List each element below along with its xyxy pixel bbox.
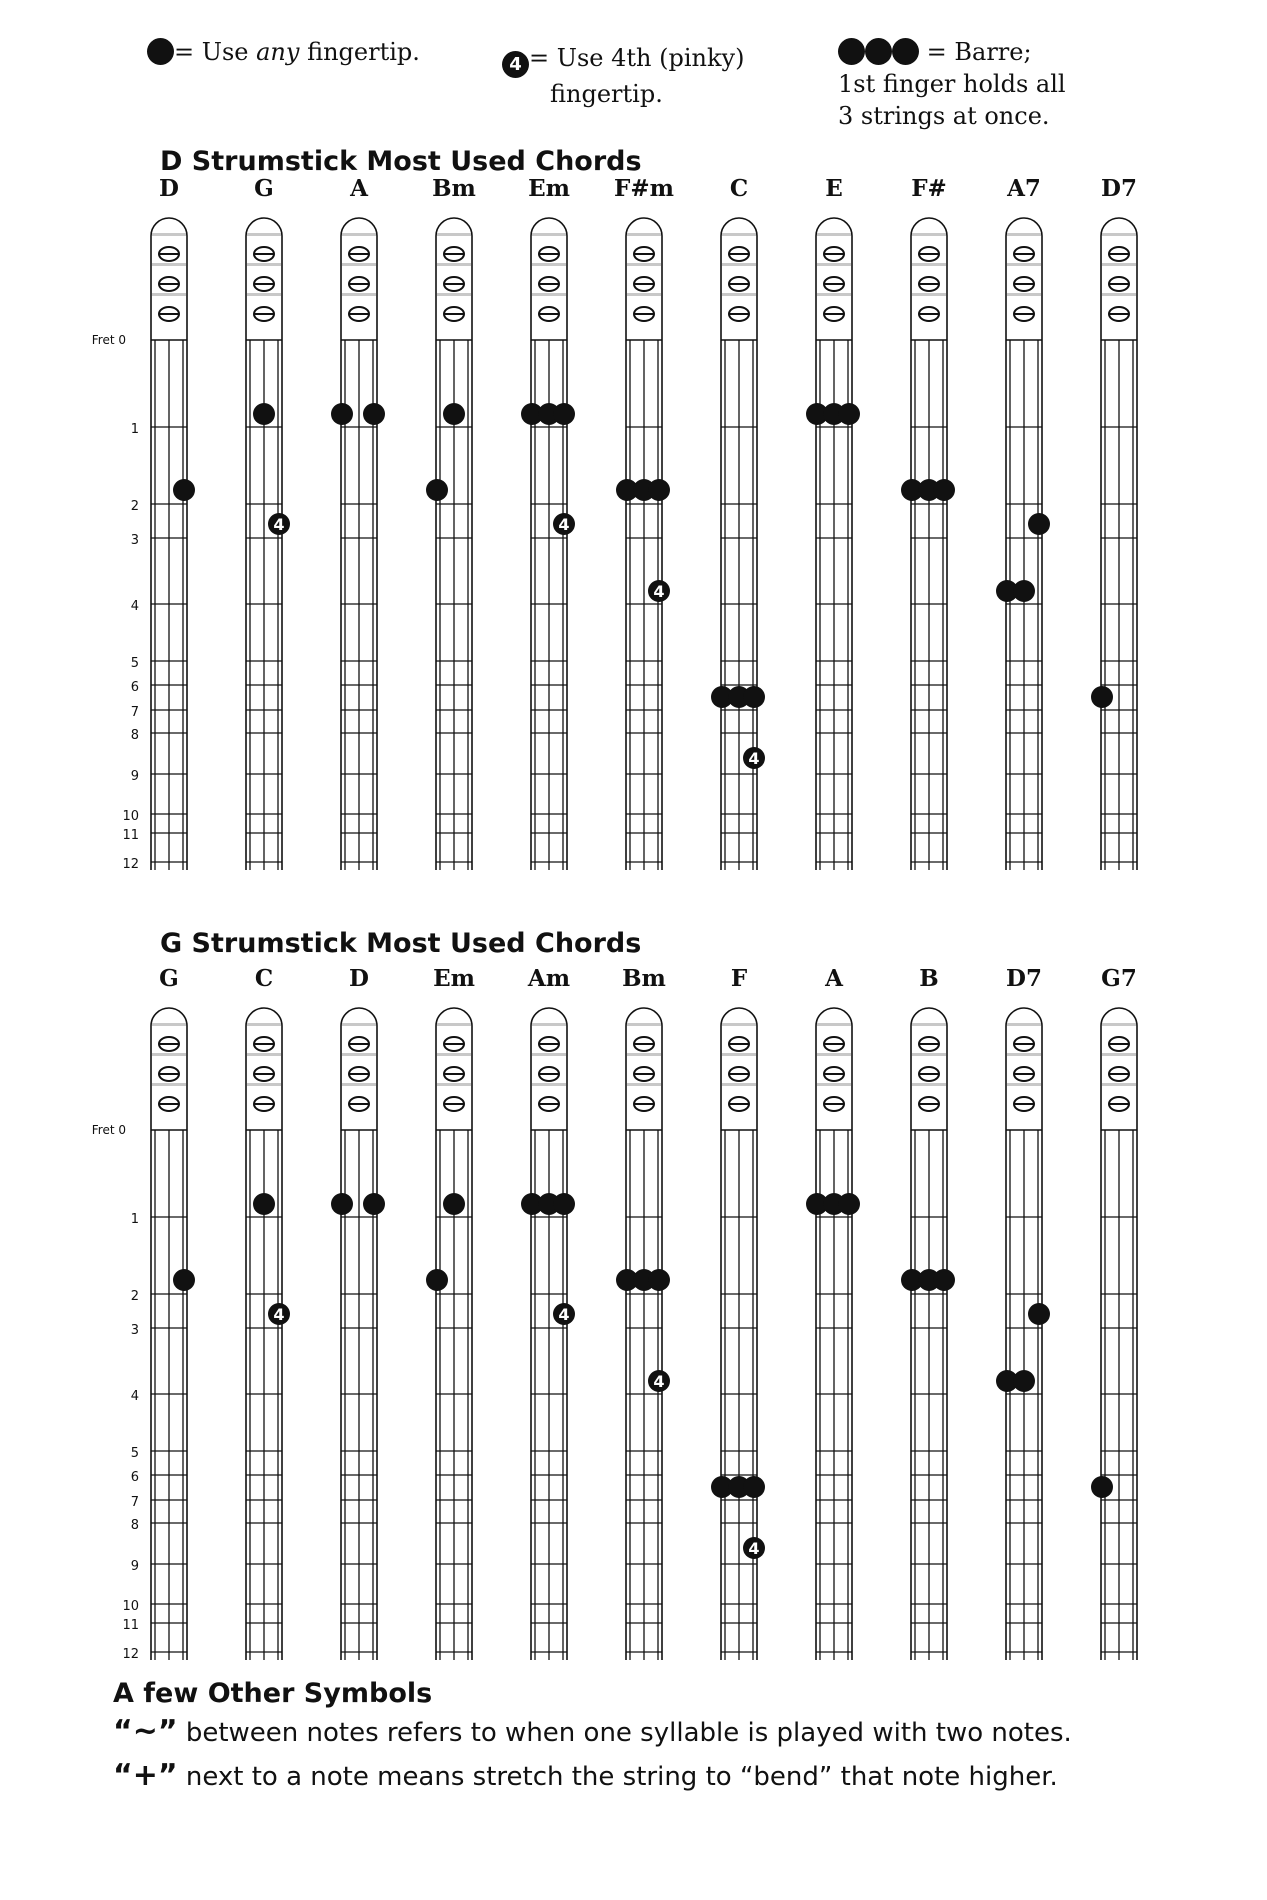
fret-label: 3: [130, 533, 139, 548]
finger-dot: [253, 403, 275, 425]
tuner-peg-icon: [919, 247, 939, 261]
plus-symbol-explanation: “+” next to a note means stretch the string to “bend” that note higher.: [113, 1758, 1058, 1793]
tuner-peg-icon: [919, 1067, 939, 1081]
finger-dot: [1028, 513, 1050, 535]
fret-label: 10: [122, 1599, 139, 1614]
headstock-band: [627, 1053, 661, 1056]
fret-label: 4: [130, 1389, 139, 1404]
finger-dot: [933, 479, 955, 501]
fret-zero-label: Fret 0: [91, 1123, 126, 1137]
chord-diagram-g7: [1091, 965, 1137, 1660]
chord-diagram-a: [806, 965, 860, 1660]
headstock-band: [722, 263, 756, 266]
headstock-band: [532, 233, 566, 236]
tuner-peg-icon: [919, 307, 939, 321]
tuner-peg-icon: [729, 1037, 749, 1051]
headstock-band: [1102, 263, 1136, 266]
headstock-band: [912, 263, 946, 266]
finger-dot: [443, 1193, 465, 1215]
headstock-band: [817, 233, 851, 236]
other-symbols-title: A few Other Symbols: [113, 1678, 433, 1709]
headstock-band: [247, 1023, 281, 1026]
chord-name: D7: [1101, 175, 1137, 202]
headstock-band: [817, 263, 851, 266]
finger-dot: [331, 1193, 353, 1215]
chord-diagram-g: [151, 965, 195, 1660]
headstock-band: [152, 1023, 186, 1026]
finger-dot: [553, 1193, 575, 1215]
tuner-peg-icon: [159, 1097, 179, 1111]
headstock-band: [1007, 233, 1041, 236]
headstock-band: [532, 1053, 566, 1056]
pinky-finger-marker: [743, 747, 765, 769]
chord-diagram-e: [806, 175, 860, 870]
fret-label: 6: [130, 680, 139, 695]
tuner-peg-icon: [1014, 1097, 1034, 1111]
headstock-band: [247, 293, 281, 296]
chord-diagram-f: [711, 965, 765, 1660]
headstock-band: [817, 1083, 851, 1086]
fret-label: 7: [130, 705, 139, 720]
chord-name: A7: [1007, 175, 1041, 202]
tuner-peg-icon: [824, 277, 844, 291]
finger-dot: [1028, 1303, 1050, 1325]
chord-diagram-g: [246, 175, 290, 870]
headstock-band: [1007, 1083, 1041, 1086]
chord-diagram-f-sharp: [901, 175, 955, 870]
headstock-band: [912, 1053, 946, 1056]
tuner-peg-icon: [254, 307, 274, 321]
headstock-band: [437, 1083, 471, 1086]
tuner-peg-icon: [349, 277, 369, 291]
chord-name: C: [254, 965, 274, 992]
tuner-peg-icon: [1109, 1037, 1129, 1051]
fret-label: 7: [130, 1495, 139, 1510]
chord-name: F#m: [614, 175, 674, 202]
pinky-finger-marker: [648, 1370, 670, 1392]
tuner-peg-icon: [634, 1097, 654, 1111]
fret-label: 5: [130, 656, 139, 671]
chord-diagram-em: [521, 175, 575, 870]
tuner-peg-icon: [1014, 277, 1034, 291]
fret-label: 2: [130, 499, 139, 514]
finger-dot: [253, 1193, 275, 1215]
legend-pinky-fingertip: 4 = Use 4th (pinky) fingertip.: [502, 42, 744, 110]
chord-name: Bm: [622, 965, 666, 992]
finger-dot: [743, 686, 765, 708]
tuner-peg-icon: [919, 1097, 939, 1111]
tuner-peg-icon: [919, 277, 939, 291]
headstock-band: [342, 1053, 376, 1056]
svg-text:4: 4: [653, 1372, 665, 1391]
tuner-peg-icon: [634, 1037, 654, 1051]
headstock-band: [1007, 1053, 1041, 1056]
tuner-peg-icon: [254, 1037, 274, 1051]
barre-dot-icon: [838, 38, 865, 65]
finger-dot: [648, 1269, 670, 1291]
finger-dot: [933, 1269, 955, 1291]
finger-dot: [1091, 686, 1113, 708]
fret-label: 9: [130, 769, 139, 784]
fret-label: 11: [122, 1618, 139, 1633]
chord-name: C: [729, 175, 749, 202]
fret-label: 8: [130, 728, 139, 743]
chord-diagram-a: [331, 175, 385, 870]
tuner-peg-icon: [1109, 247, 1129, 261]
finger-dot: [838, 1193, 860, 1215]
headstock-band: [152, 1053, 186, 1056]
headstock-band: [817, 293, 851, 296]
pinky-finger-marker: [268, 1303, 290, 1325]
headstock-band: [1102, 1053, 1136, 1056]
tuner-peg-icon: [1014, 1037, 1034, 1051]
chord-name: Am: [527, 965, 571, 992]
chord-diagram-d7: [1091, 175, 1137, 870]
chord-diagram-c: [246, 965, 290, 1660]
any-fingertip-dot-icon: [147, 38, 174, 65]
tuner-peg-icon: [1109, 277, 1129, 291]
chord-name: D: [159, 175, 179, 202]
fret-label: 1: [130, 422, 139, 437]
tuner-peg-icon: [634, 1067, 654, 1081]
finger-dot: [363, 403, 385, 425]
fret-label: 11: [122, 828, 139, 843]
chord-name: G7: [1101, 965, 1137, 992]
finger-dot: [553, 403, 575, 425]
pinky-finger-marker: [268, 513, 290, 535]
tuner-peg-icon: [159, 1067, 179, 1081]
tuner-peg-icon: [634, 277, 654, 291]
fret-zero-label: Fret 0: [91, 333, 126, 347]
tuner-peg-icon: [824, 1067, 844, 1081]
tuner-peg-icon: [1109, 1067, 1129, 1081]
tuner-peg-icon: [444, 1097, 464, 1111]
finger-dot: [173, 479, 195, 501]
legend-barre: = Barre; 1st finger holds all 3 strings at once.: [838, 38, 1066, 130]
chord-diagram-bm: [616, 965, 670, 1660]
headstock-band: [342, 263, 376, 266]
tuner-peg-icon: [1014, 247, 1034, 261]
tuner-peg-icon: [824, 247, 844, 261]
headstock-band: [1102, 293, 1136, 296]
headstock-band: [1102, 233, 1136, 236]
chord-diagram-em: [426, 965, 475, 1660]
finger-dot: [1091, 1476, 1113, 1498]
tuner-peg-icon: [444, 307, 464, 321]
pinky-badge-icon: 4: [502, 51, 529, 78]
tuner-peg-icon: [254, 1067, 274, 1081]
tuner-peg-icon: [919, 1037, 939, 1051]
tuner-peg-icon: [444, 277, 464, 291]
tuner-peg-icon: [1109, 307, 1129, 321]
chord-name: G: [159, 965, 179, 992]
tuner-peg-icon: [349, 1067, 369, 1081]
tuner-peg-icon: [824, 307, 844, 321]
headstock-band: [627, 293, 661, 296]
chord-name: E: [825, 175, 843, 202]
chord-diagram-a7: [996, 175, 1050, 870]
tuner-peg-icon: [824, 1037, 844, 1051]
headstock-band: [152, 263, 186, 266]
finger-dot: [173, 1269, 195, 1291]
headstock-band: [342, 1023, 376, 1026]
chord-name: A: [825, 965, 843, 992]
svg-text:4: 4: [748, 1539, 760, 1558]
legend-any-fingertip: = Use any fingertip.: [147, 36, 420, 68]
fret-label: 1: [130, 1212, 139, 1227]
svg-text:4: 4: [273, 1305, 285, 1324]
finger-dot: [443, 403, 465, 425]
chord-diagram-d: [331, 965, 385, 1660]
chord-name: Em: [528, 175, 570, 202]
headstock-band: [247, 233, 281, 236]
headstock-band: [152, 293, 186, 296]
chord-diagram-d7: [996, 965, 1050, 1660]
svg-text:4: 4: [273, 515, 285, 534]
tuner-peg-icon: [1014, 1067, 1034, 1081]
tuner-peg-icon: [349, 247, 369, 261]
headstock-band: [437, 263, 471, 266]
headstock-band: [247, 1053, 281, 1056]
headstock-band: [437, 293, 471, 296]
tuner-peg-icon: [539, 1097, 559, 1111]
g-chords-section-title: G Strumstick Most Used Chords: [160, 928, 642, 959]
pinky-finger-marker: [553, 513, 575, 535]
svg-text:4: 4: [748, 749, 760, 768]
headstock-band: [342, 293, 376, 296]
fret-label: 12: [122, 857, 139, 870]
pinky-finger-marker: [553, 1303, 575, 1325]
fret-label: 10: [122, 809, 139, 824]
headstock-band: [722, 233, 756, 236]
chord-diagram-c: [711, 175, 765, 870]
chord-name: A: [350, 175, 368, 202]
headstock-band: [912, 233, 946, 236]
headstock-band: [627, 1083, 661, 1086]
headstock-band: [817, 1053, 851, 1056]
finger-dot: [648, 479, 670, 501]
finger-dot: [331, 403, 353, 425]
tuner-peg-icon: [1014, 307, 1034, 321]
tuner-peg-icon: [539, 1037, 559, 1051]
fret-label: 6: [130, 1470, 139, 1485]
headstock-band: [247, 1083, 281, 1086]
tilde-symbol-explanation: “~” between notes refers to when one syllable is played with two notes.: [113, 1714, 1072, 1749]
headstock-band: [437, 1053, 471, 1056]
chord-name: D: [349, 965, 369, 992]
finger-dot: [743, 1476, 765, 1498]
headstock-band: [627, 263, 661, 266]
chord-diagram-d: [151, 175, 195, 870]
chord-diagram-bm: [426, 175, 476, 870]
tuner-peg-icon: [159, 1037, 179, 1051]
headstock-band: [532, 1023, 566, 1026]
tuner-peg-icon: [444, 1067, 464, 1081]
headstock-band: [152, 1083, 186, 1086]
chord-name: G: [254, 175, 274, 202]
tuner-peg-icon: [634, 307, 654, 321]
chord-name: Em: [433, 965, 475, 992]
tuner-peg-icon: [349, 1037, 369, 1051]
fret-label: 3: [130, 1323, 139, 1338]
fret-label: 2: [130, 1289, 139, 1304]
tuner-peg-icon: [539, 1067, 559, 1081]
headstock-band: [532, 1083, 566, 1086]
barre-dot-icon: [865, 38, 892, 65]
tuner-peg-icon: [159, 247, 179, 261]
chord-name: D7: [1006, 965, 1042, 992]
headstock-band: [627, 233, 661, 236]
headstock-band: [722, 1083, 756, 1086]
tuner-peg-icon: [349, 307, 369, 321]
headstock-band: [342, 233, 376, 236]
fret-label: 5: [130, 1446, 139, 1461]
barre-dot-icon: [892, 38, 919, 65]
headstock-band: [912, 1083, 946, 1086]
fret-label: 4: [130, 599, 139, 614]
chord-diagram-am: [521, 965, 575, 1660]
pinky-finger-marker: [648, 580, 670, 602]
tuner-peg-icon: [1109, 1097, 1129, 1111]
fret-label: 9: [130, 1559, 139, 1574]
headstock-band: [437, 1023, 471, 1026]
headstock-band: [532, 263, 566, 266]
tuner-peg-icon: [444, 1037, 464, 1051]
tuner-peg-icon: [729, 1067, 749, 1081]
tuner-peg-icon: [539, 307, 559, 321]
headstock-band: [1007, 1023, 1041, 1026]
finger-dot: [426, 479, 448, 501]
headstock-band: [152, 233, 186, 236]
finger-dot: [426, 1269, 448, 1291]
headstock-band: [1102, 1023, 1136, 1026]
tuner-peg-icon: [729, 307, 749, 321]
tuner-peg-icon: [254, 277, 274, 291]
headstock-band: [722, 1053, 756, 1056]
chord-name: Bm: [432, 175, 476, 202]
headstock-band: [437, 233, 471, 236]
svg-text:4: 4: [653, 582, 665, 601]
tuner-peg-icon: [729, 1097, 749, 1111]
headstock-band: [532, 293, 566, 296]
tuner-peg-icon: [159, 277, 179, 291]
chord-name: B: [919, 965, 939, 992]
tuner-peg-icon: [729, 277, 749, 291]
finger-dot: [1013, 1370, 1035, 1392]
headstock-band: [722, 1023, 756, 1026]
chord-name: F: [730, 965, 748, 992]
svg-text:4: 4: [558, 515, 570, 534]
finger-dot: [1013, 580, 1035, 602]
tuner-peg-icon: [254, 247, 274, 261]
headstock-band: [722, 293, 756, 296]
chord-diagram-f-sharpm: [614, 175, 674, 870]
headstock-band: [912, 293, 946, 296]
g-strumstick-chord-diagrams: [0, 960, 1267, 1660]
headstock-band: [342, 1083, 376, 1086]
fret-label: 8: [130, 1518, 139, 1533]
pinky-finger-marker: [743, 1537, 765, 1559]
headstock-band: [912, 1023, 946, 1026]
svg-text:4: 4: [558, 1305, 570, 1324]
headstock-band: [817, 1023, 851, 1026]
d-chords-section-title: D Strumstick Most Used Chords: [160, 146, 642, 177]
headstock-band: [1007, 293, 1041, 296]
tuner-peg-icon: [159, 307, 179, 321]
finger-dot: [838, 403, 860, 425]
tuner-peg-icon: [824, 1097, 844, 1111]
tuner-peg-icon: [539, 247, 559, 261]
finger-dot: [363, 1193, 385, 1215]
tuner-peg-icon: [539, 277, 559, 291]
headstock-band: [1007, 263, 1041, 266]
tuner-peg-icon: [729, 247, 749, 261]
tuner-peg-icon: [444, 247, 464, 261]
d-strumstick-chord-diagrams: [0, 170, 1267, 870]
tuner-peg-icon: [254, 1097, 274, 1111]
chord-name: F#: [911, 175, 947, 202]
headstock-band: [627, 1023, 661, 1026]
chord-diagram-b: [901, 965, 955, 1660]
headstock-band: [247, 263, 281, 266]
tuner-peg-icon: [634, 247, 654, 261]
headstock-band: [1102, 1083, 1136, 1086]
tuner-peg-icon: [349, 1097, 369, 1111]
fret-label: 12: [122, 1647, 139, 1660]
